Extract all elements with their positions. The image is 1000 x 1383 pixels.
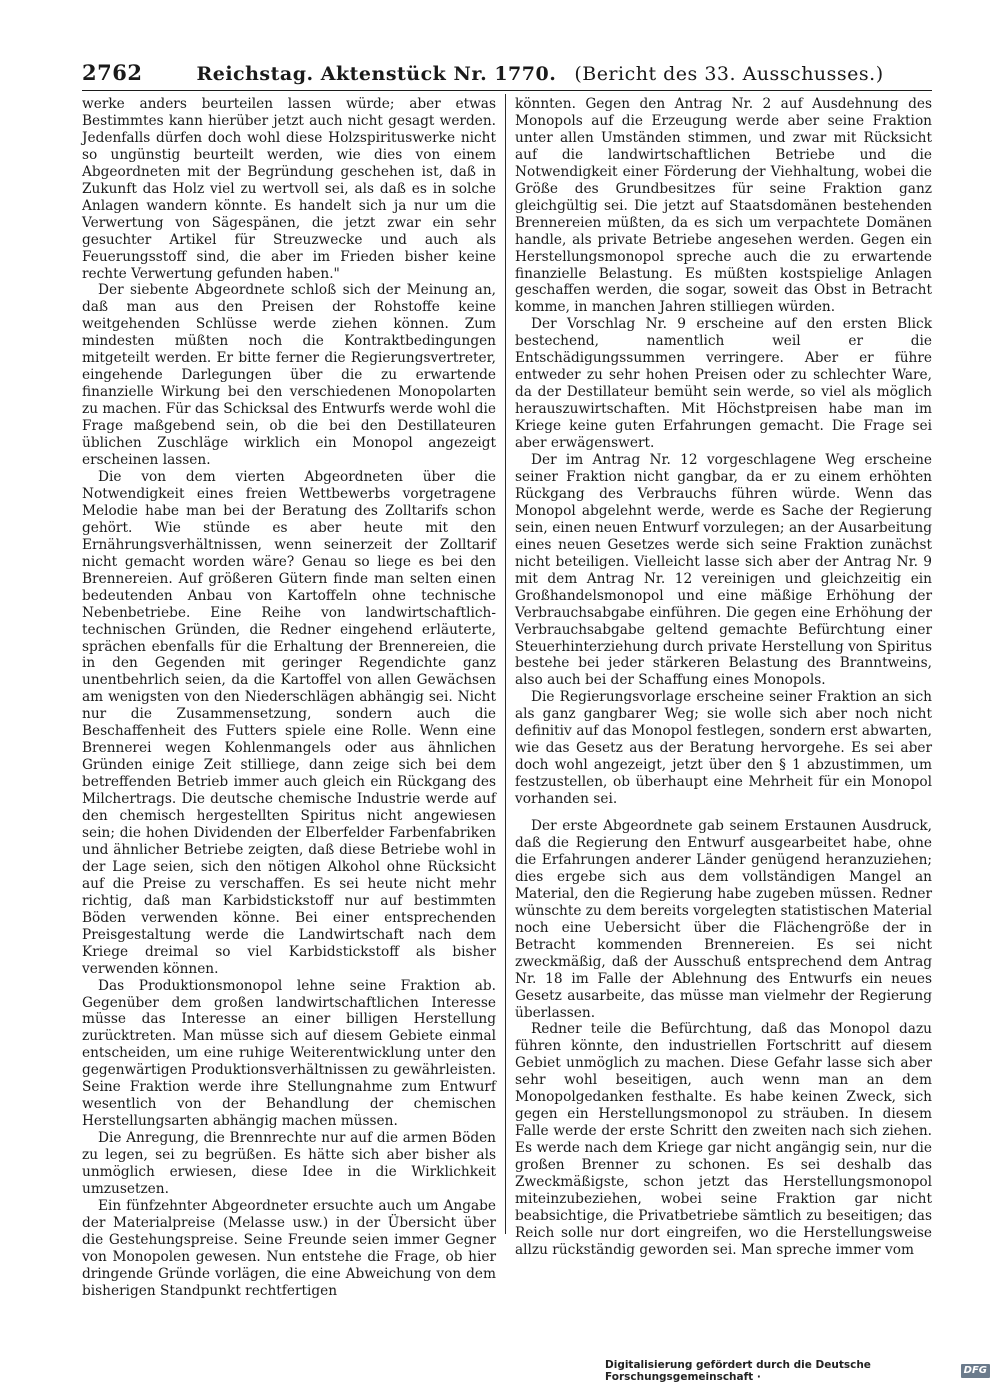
left-paragraph-6: Ein fünfzehnter Abgeordneter ersuchte auch um Angabe der Materialpreise (Melasse usw.) in der Übersicht über die Gestehungspreise. Seine Freunde seien immer Gegner von Monopolen gewesen. Nun entstehe die Frage, ob hier dringende Gründe vorlägen, die eine Abweichung von dem bisherigen Standpunkt rechtfertigen [82,1197,496,1299]
left-column [82,96,496,1299]
page-header [82,60,928,90]
right-paragraph-1: könnten. Gegen den Antrag Nr. 2 auf Ausdehnung des Monopols auf die Erzeugung werde aber seine Fraktion unter allen Umständen stimmen, und zwar mit Rücksicht auf die landwirtschaftlichen Betriebe und die Notwendigkeit einer Förderung der Viehhaltung, wobei die Größe des Grundbesitzes für seine Fraktion ganz gleichgültig sei. Die jetzt auf Staatsdomänen bestehenden Brennereien müßten, da es sich um verpachtete Domänen handle, als private Betriebe angesehen werden. Gegen ein Herstellungsmonopol spreche auch die zu erwartende finanzielle Belastung. Es müßten kostspielige Anlagen geschaffen werden, die sogar, soweit das Obst in Betracht komme, in manchen Jahren stilliegen würden. [515,96,932,316]
header-rule [82,90,932,91]
right-paragraph-4: Die Regierungsvorlage erscheine seiner Fraktion an sich als ganz gangbarer Weg; sie wolle sich aber noch nicht definitiv auf das Monopol festlegen, sondern erst abwarten, wie das Gesetz aus der Beratung hervorgehe. Es sei aber doch wohl angezeigt, jetzt über den § 1 abzustimmen, um festzustellen, ob überhaupt eine Mehrheit für ein Monopol vorhanden sei. [515,689,932,808]
left-paragraph-1: werke anders beurteilen lassen würde; aber etwas Bestimmtes kann hierüber jetzt auch nicht gesagt werden. Jedenfalls dürfen doch wohl diese Holzspirituswerke nicht so ungünstig beurteilt werden, wie dies von einem Abgeordneten mit der Begründung geschehen ist, daß in Zukunft das Holz viel zu wertvoll sei, als daß es in solche Anlagen wandern könnte. Es handelt sich ja nur um die Verwertung von Sägespänen, die jetzt zwar ein sehr gesuchter Artikel für Streuzwecke und auch als Feuerungsstoff sind, die aber im Frieden bisher keine rechte Verwertung gefunden haben." [82,96,496,282]
column-divider [505,94,506,1234]
left-paragraph-5: Die Anregung, die Brennrechte nur auf die armen Böden zu legen, sei zu begrüßen. Es hätte sich aber bisher als unmöglich erwiesen, diese Idee in die Wirklichkeit umzusetzen. [82,1130,496,1197]
right-paragraph-3: Der im Antrag Nr. 12 vorgeschlagene Weg erscheine seiner Fraktion nicht gangbar, da er zu einem erhöhten Rückgang des Verbrauchs führen würde. Wenn das Monopol abgelehnt werde, werde es Sache der Regierung sein, einen neuen Entwurf vorzulegen; an der Ausarbeitung eines neuen Gesetzes werde sich seine Fraktion zunächst nicht beteiligen. Vielleicht lasse sich aber der Antrag Nr. 9 mit dem Antrag Nr. 12 vereinigen und gleichzeitig ein Großhandelsmonopol und eine mäßige Erhöhung der Verbrauchsabgabe einführen. Die gegen eine Erhöhung der Verbrauchsabgabe geltend gemachte Befürchtung einer Steuerhinterziehung durch private Herstellung von Spiritus bestehe bei jeder stärkeren Belastung des Branntweins, also auch bei der Schaffung eines Monopols. [515,452,932,689]
dfg-logo-icon: DFG [961,1364,990,1378]
left-paragraph-4: Das Produktionsmonopol lehne seine Fraktion ab. Gegenüber dem großen landwirtschaftlichen Interesse müsse das Interesse an einer billigen Herstellung zurücktreten. Man müsse sich auf diesem Gebiete einmal entscheiden, um eine ruhige Weiterentwicklung unter den gegenwärtigen Produktionsverhältnissen zu gewährleisten. Seine Fraktion werde ihre Stellungnahme zum Entwurf wesentlich von der Behandlung der chemischen Herstellungsarten abhängig machen müssen. [82,977,496,1130]
footer-credit: Digitalisierung gefördert durch die Deutsche Forschungsgemeinschaft · [605,1359,871,1383]
page-number: 2762 [82,60,143,85]
left-paragraph-2: Der siebente Abgeordnete schloß sich der Meinung an, daß man aus den Preisen der Rohstoffe keine weitgehenden Schlüsse werde ziehen können. Zum mindesten müßten noch die Kontraktbedingungen mitgeteilt werden. Er bitte ferner die Regierungsvertreter, eingehende Darlegungen über die zu erwartende finanzielle Wirkung bei den verschiedenen Monopolarten zu machen. Für das Schicksal des Entwurfs werde wohl die Frage maßgebend sein, ob die bei den Destillateuren üblichen Zuschläge wirklich ein Monopol angezeigt erscheinen lassen. [82,282,496,469]
right-paragraph-5: Der erste Abgeordnete gab seinem Erstaunen Ausdruck, daß die Regierung den Entwurf ausgearbeitet habe, ohne die Erfahrungen anderer Länder genügend heranzuziehen; dies ergebe sich aus dem vollständigen Mangel an Material, den die Regierung habe zugeben müssen. Redner wünschte zu dem bereits vorgelegten statistischen Material noch eine Uebersicht über die Flächengröße der in Betracht kommenden Brennereien. Es sei nicht zweckmäßig, daß der Ausschuß entsprechend dem Antrag Nr. 18 im Falle der Ablehnung des Entwurfs ein neues Gesetz ausarbeite, das müsse man vielmehr der Regierung überlassen. [515,818,932,1021]
footer [605,1359,990,1383]
paragraph-gap [515,808,932,818]
right-column [515,96,932,1258]
right-paragraph-2: Der Vorschlag Nr. 9 erscheine auf den ersten Blick bestechend, namentlich weil er die Entschädigungssummen verringere. Aber er führe entweder zu sehr hohen Preisen oder zu schlechter Ware, da der Destillateur bemüht sein werde, so viel als möglich herauszuwirtschaften. Mit Höchstpreisen habe man im Kriege keine guten Erfahrungen gemacht. Die Frage sei aber erwägenswert. [515,316,932,452]
header-title: Reichstag. Aktenstück Nr. 1770. [196,63,557,85]
header-subtitle: (Bericht des 33. Ausschusses.) [574,63,884,85]
left-paragraph-3: Die von dem vierten Abgeordneten über die Notwendigkeit eines freien Wettbewerbs vorgetragene Melodie habe man bei der Beratung des Zolltarifs schon gehört. Wie stünde es aber heute mit den Ernährungsverhältnissen, wenn seinerzeit der Zolltarif nicht gemacht worden wäre? Genau so liege es bei den Brennereien. Auf größeren Gütern finde man selten einen bedeutenden Anbau von Kartoffeln ohne technische Nebenbetriebe. Eine Reihe von landwirtschaftlich-technischen Gründen, die Redner eingehend erläuterte, sprächen ebenfalls für die Erhaltung der Brennereien, die in den Gegenden mit geringer Regendichte ganz unentbehrlich seien, da die Kartoffel von allen Gewächsen am wenigsten von den Niederschlägen abhängig sei. Nicht nur die Zusammensetzung, sondern auch die Beschaffenheit des Futters spiele eine Rolle. Wenn eine Brennerei wegen Kohlenmangels oder aus ähnlichen Gründen einige Zeit stilliege, dann zeige sich bei dem betreffenden Betrieb immer auch gleich ein Rückgang des Milchertrags. Die deutsche chemische Industrie werde auf den chemisch hergestellten Spiritus nicht angewiesen sein; die hohen Dividenden der Elberfelder Farbenfabriken und ähnlicher Betriebe zeigten, daß diese Betriebe wohl in der Lage seien, sich den nötigen Alkohol ohne Rücksicht auf die Preise zu verschaffen. Es sei heute nicht mehr richtig, daß man Karbidstickstoff nur auf bestimmten Böden verwenden könne. Bei einer entsprechenden Preisgestaltung werde die Landwirtschaft nach dem Kriege dreimal so viel Karbidstickstoff als bisher verwenden können. [82,468,496,977]
right-paragraph-6: Redner teile die Befürchtung, daß das Monopol dazu führen könnte, den industriellen Fortschritt auf diesem Gebiet unmöglich zu machen. Diese Gefahr lasse sich aber sehr wohl beseitigen, auch wenn man an dem Monopolgedanken festhalte. Es habe keinen Zweck, sich gegen ein Herstellungsmonopol zu sträuben. In diesem Falle werde der erste Schritt den zweiten nach sich ziehen. Es werde nach dem Kriege gar nicht angängig sein, nur die großen Brenner zu schonen. Es sei deshalb das Zweckmäßigste, schon jetzt das Herstellungsmonopol miteinzubeziehen, wobei seine Fraktion gar nicht beabsichtige, die Privatbetriebe sämtlich zu beseitigen; das Reich solle nur dort eingreifen, wo die Herstellungsweise allzu rückständig geworden sei. Man spreche immer vom [515,1021,932,1258]
